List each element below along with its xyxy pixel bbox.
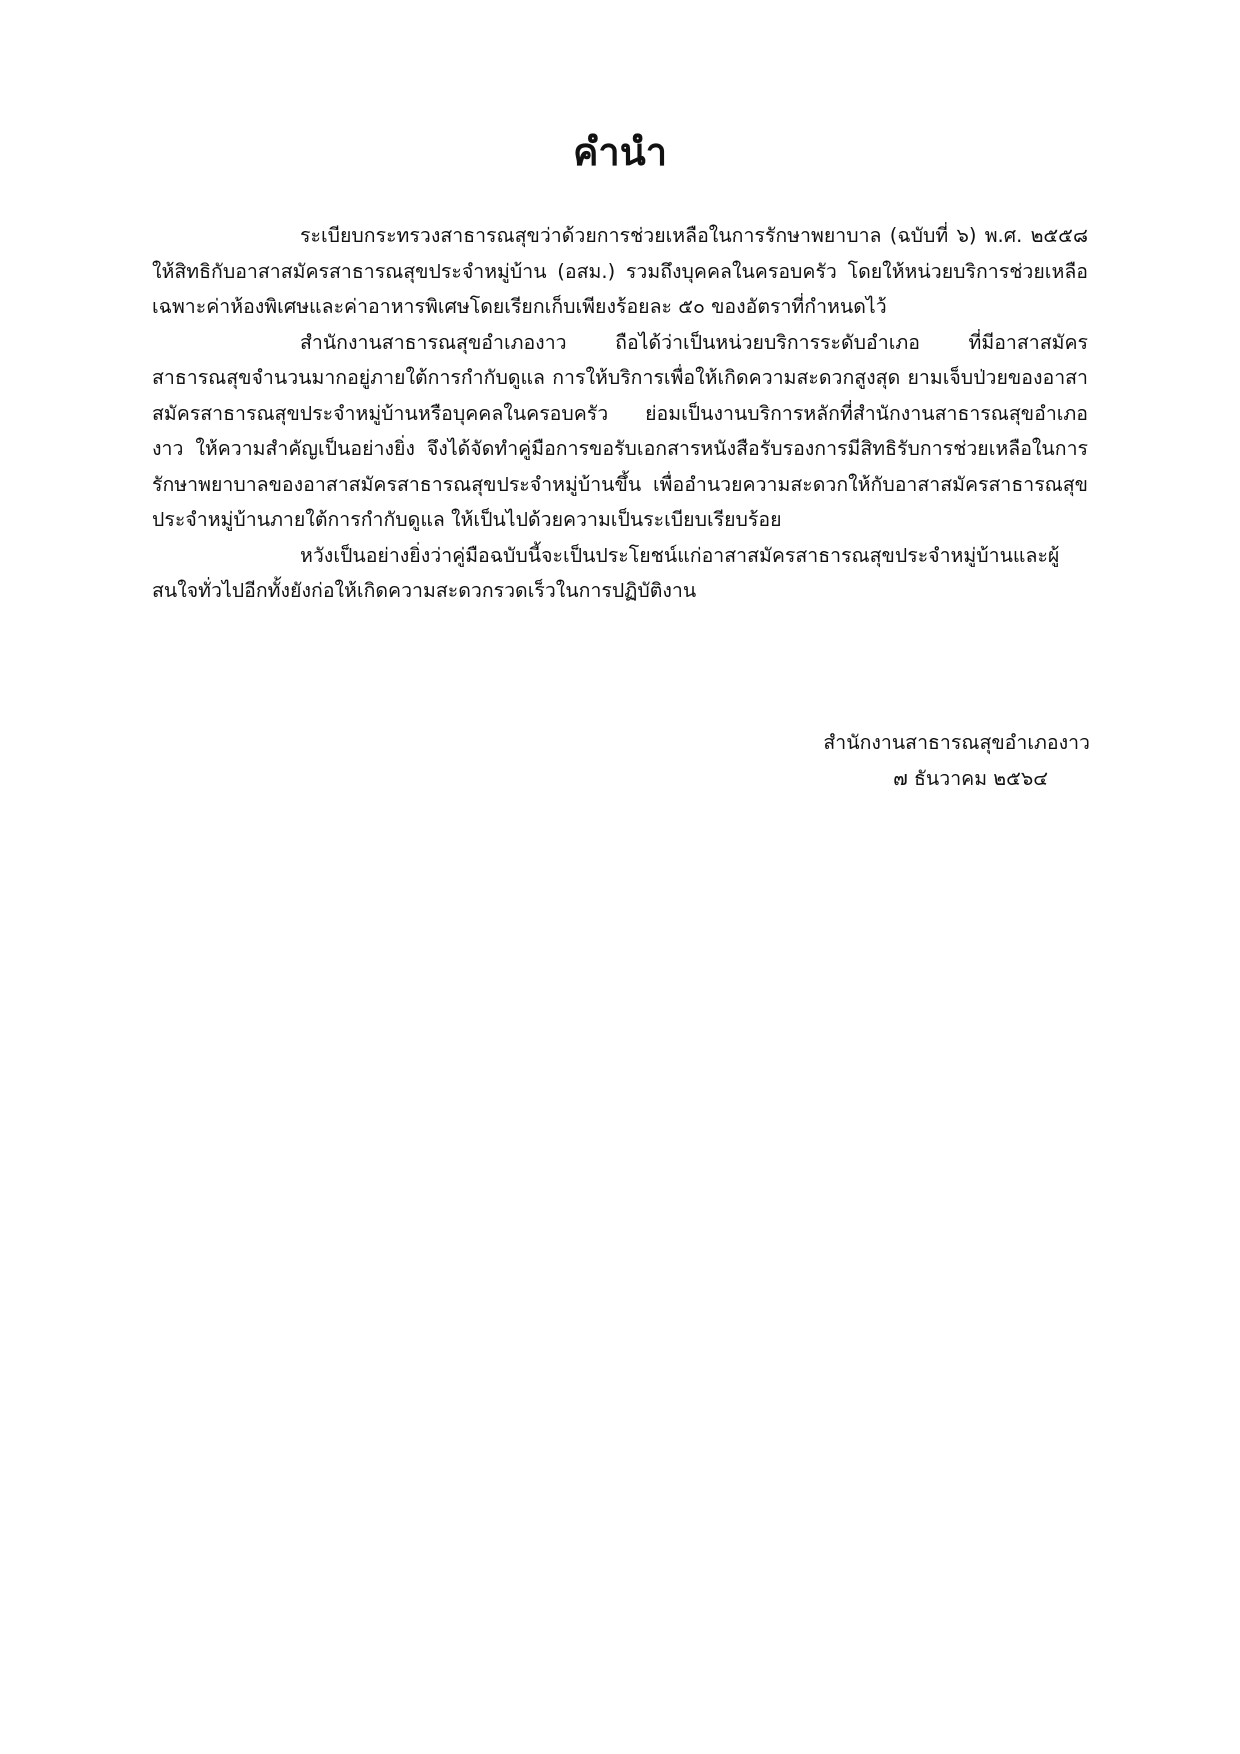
page-title: คำนำ (572, 130, 668, 174)
paragraph-regulation: ระเบียบกระทรวงสาธารณสุขว่าด้วยการช่วยเหลือในการรักษาพยาบาล (ฉบับที่ ๖) พ.ศ. ๒๕๕๘ ให้สิทธิกับอาสาสมัครสาธารณสุขประจำหมู่บ้าน (อสม.) รวมถึงบุคคลในครอบครัว โดยให้หน่วยบริการช่วยเหลือเฉพาะค่าห้องพิเศษและค่าอาหารพิเศษโดยเรียกเก็บเพียงร้อยละ ๕๐ ของอัตราที่กำหนดไว้ (152, 224, 1088, 318)
signature-date: ๗ ธันวาคม ๒๕๖๔ (893, 766, 1048, 790)
document-body (152, 218, 1088, 609)
paragraph-closing-hope: หวังเป็นอย่างยิ่งว่าคู่มือฉบับนี้จะเป็นประโยชน์แก่อาสาสมัครสาธารณสุขประจำหมู่บ้านและผู้สนใจทั่วไปอีกทั้งยังก่อให้เกิดความสะดวกรวดเร็วในการปฏิบัติงาน (152, 543, 1060, 602)
signature-organization: สำนักงานสาธารณสุขอำเภองาว (823, 731, 1090, 754)
signature-block (760, 725, 1090, 796)
paragraph-office-role: สำนักงานสาธารณสุขอำเภองาว ถือได้ว่าเป็นหน่วยบริการระดับอำเภอ ที่มีอาสาสมัครสาธารณสุขจำนวนมากอยู่ภายใต้การกำกับดูแล การให้บริการเพื่อให้เกิดความสะดวกสูงสุด ยามเจ็บป่วยของอาสาสมัครสาธารณสุขประจำหมู่บ้านหรือบุคคลในครอบครัว ย่อมเป็นงานบริการหลักที่สำนักงานสาธารณสุขอำเภองาว ให้ความสำคัญเป็นอย่างยิ่ง จึงได้จัดทำคู่มือการขอรับเอกสารหนังสือรับรองการมีสิทธิรับการช่วยเหลือในการรักษาพยาบาลของอาสาสมัครสาธารณสุขประจำหมู่บ้านขึ้น เพื่ออำนวยความสะดวกให้กับอาสาสมัครสาธารณสุขประจำหมู่บ้านภายใต้การกำกับดูแล ให้เป็นไปด้วยความเป็นระเบียบเรียบร้อย (152, 330, 1088, 531)
